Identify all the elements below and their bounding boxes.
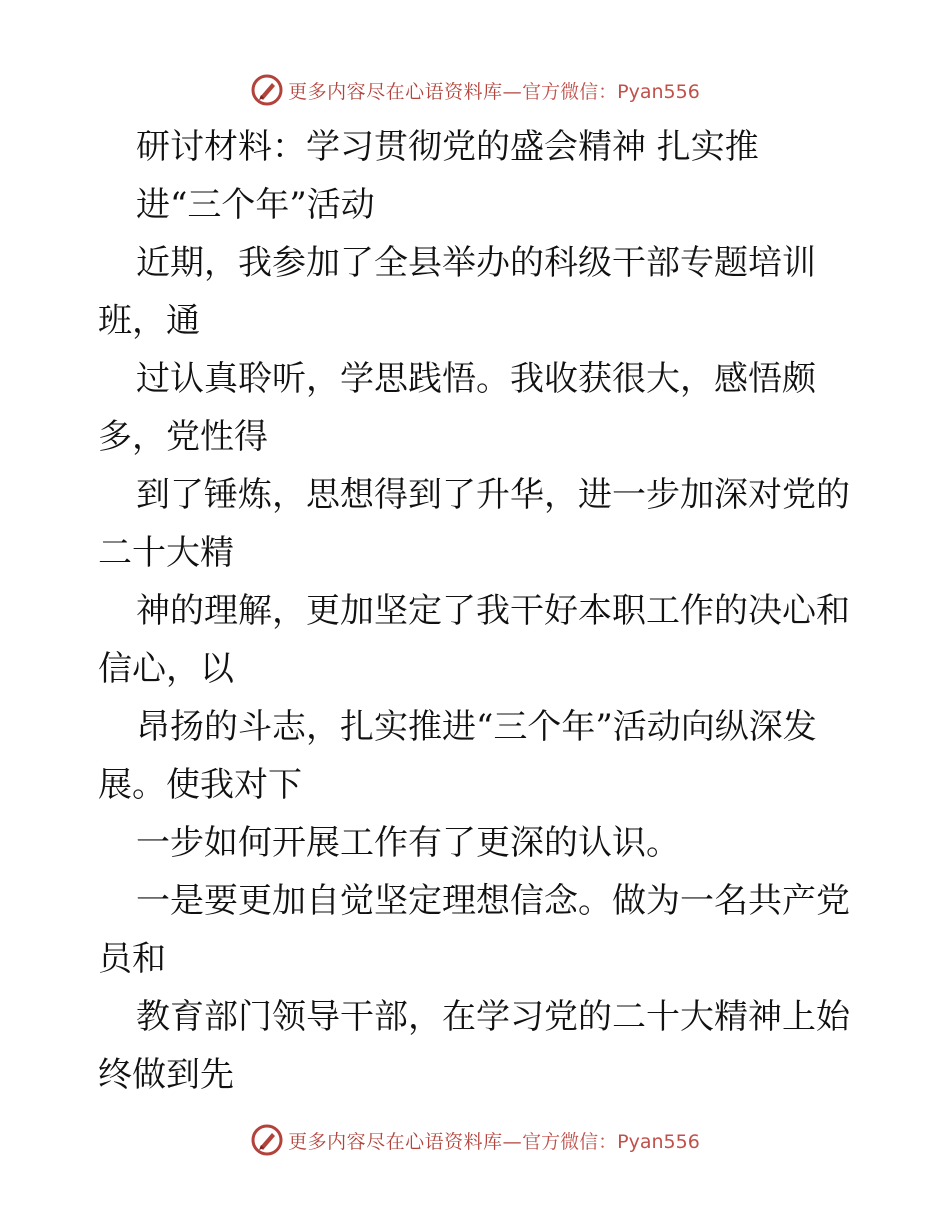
document-line: 信心，以	[98, 649, 234, 689]
document-line: 员和	[98, 939, 166, 979]
document-line: 一是要更加自觉坚定理想信念。做为一名共产党	[136, 881, 850, 921]
document-body	[98, 118, 858, 1104]
pen-logo-icon	[250, 1123, 284, 1157]
document-line: 神的理解，更加坚定了我干好本职工作的决心和	[136, 591, 850, 631]
watermark-text: 更多内容尽在心语资料库—	[288, 1130, 523, 1153]
document-line: 研讨材料：学习贯彻党的盛会精神 扎实推	[136, 127, 759, 167]
document-line: 昂扬的斗志，扎实推进“三个年”活动向纵深发	[136, 707, 817, 747]
document-line: 终做到先	[98, 1055, 234, 1095]
watermark-wechat: 官方微信：Pyan556	[522, 1130, 700, 1153]
document-line: 展。使我对下	[98, 765, 302, 805]
footer-watermark	[0, 1120, 950, 1160]
pen-logo-icon	[250, 73, 284, 107]
document-line: 二十大精	[98, 533, 234, 573]
header-watermark	[0, 70, 950, 110]
document-line: 教育部门领导干部，在学习党的二十大精神上始	[136, 997, 850, 1037]
document-line: 过认真聆听，学思践悟。我收获很大，感悟颇	[136, 359, 816, 399]
document-line: 一步如何开展工作有了更深的认识。	[136, 823, 680, 863]
document-line: 班，通	[98, 301, 200, 341]
document-line: 到了锤炼，思想得到了升华，进一步加深对党的	[136, 475, 850, 515]
document-line: 近期，我参加了全县举办的科级干部专题培训	[136, 243, 816, 283]
document-line: 进“三个年”活动	[136, 185, 375, 225]
watermark-text: 更多内容尽在心语资料库—	[288, 80, 523, 103]
watermark-wechat: 官方微信：Pyan556	[522, 80, 700, 103]
document-line: 多，党性得	[98, 417, 268, 457]
